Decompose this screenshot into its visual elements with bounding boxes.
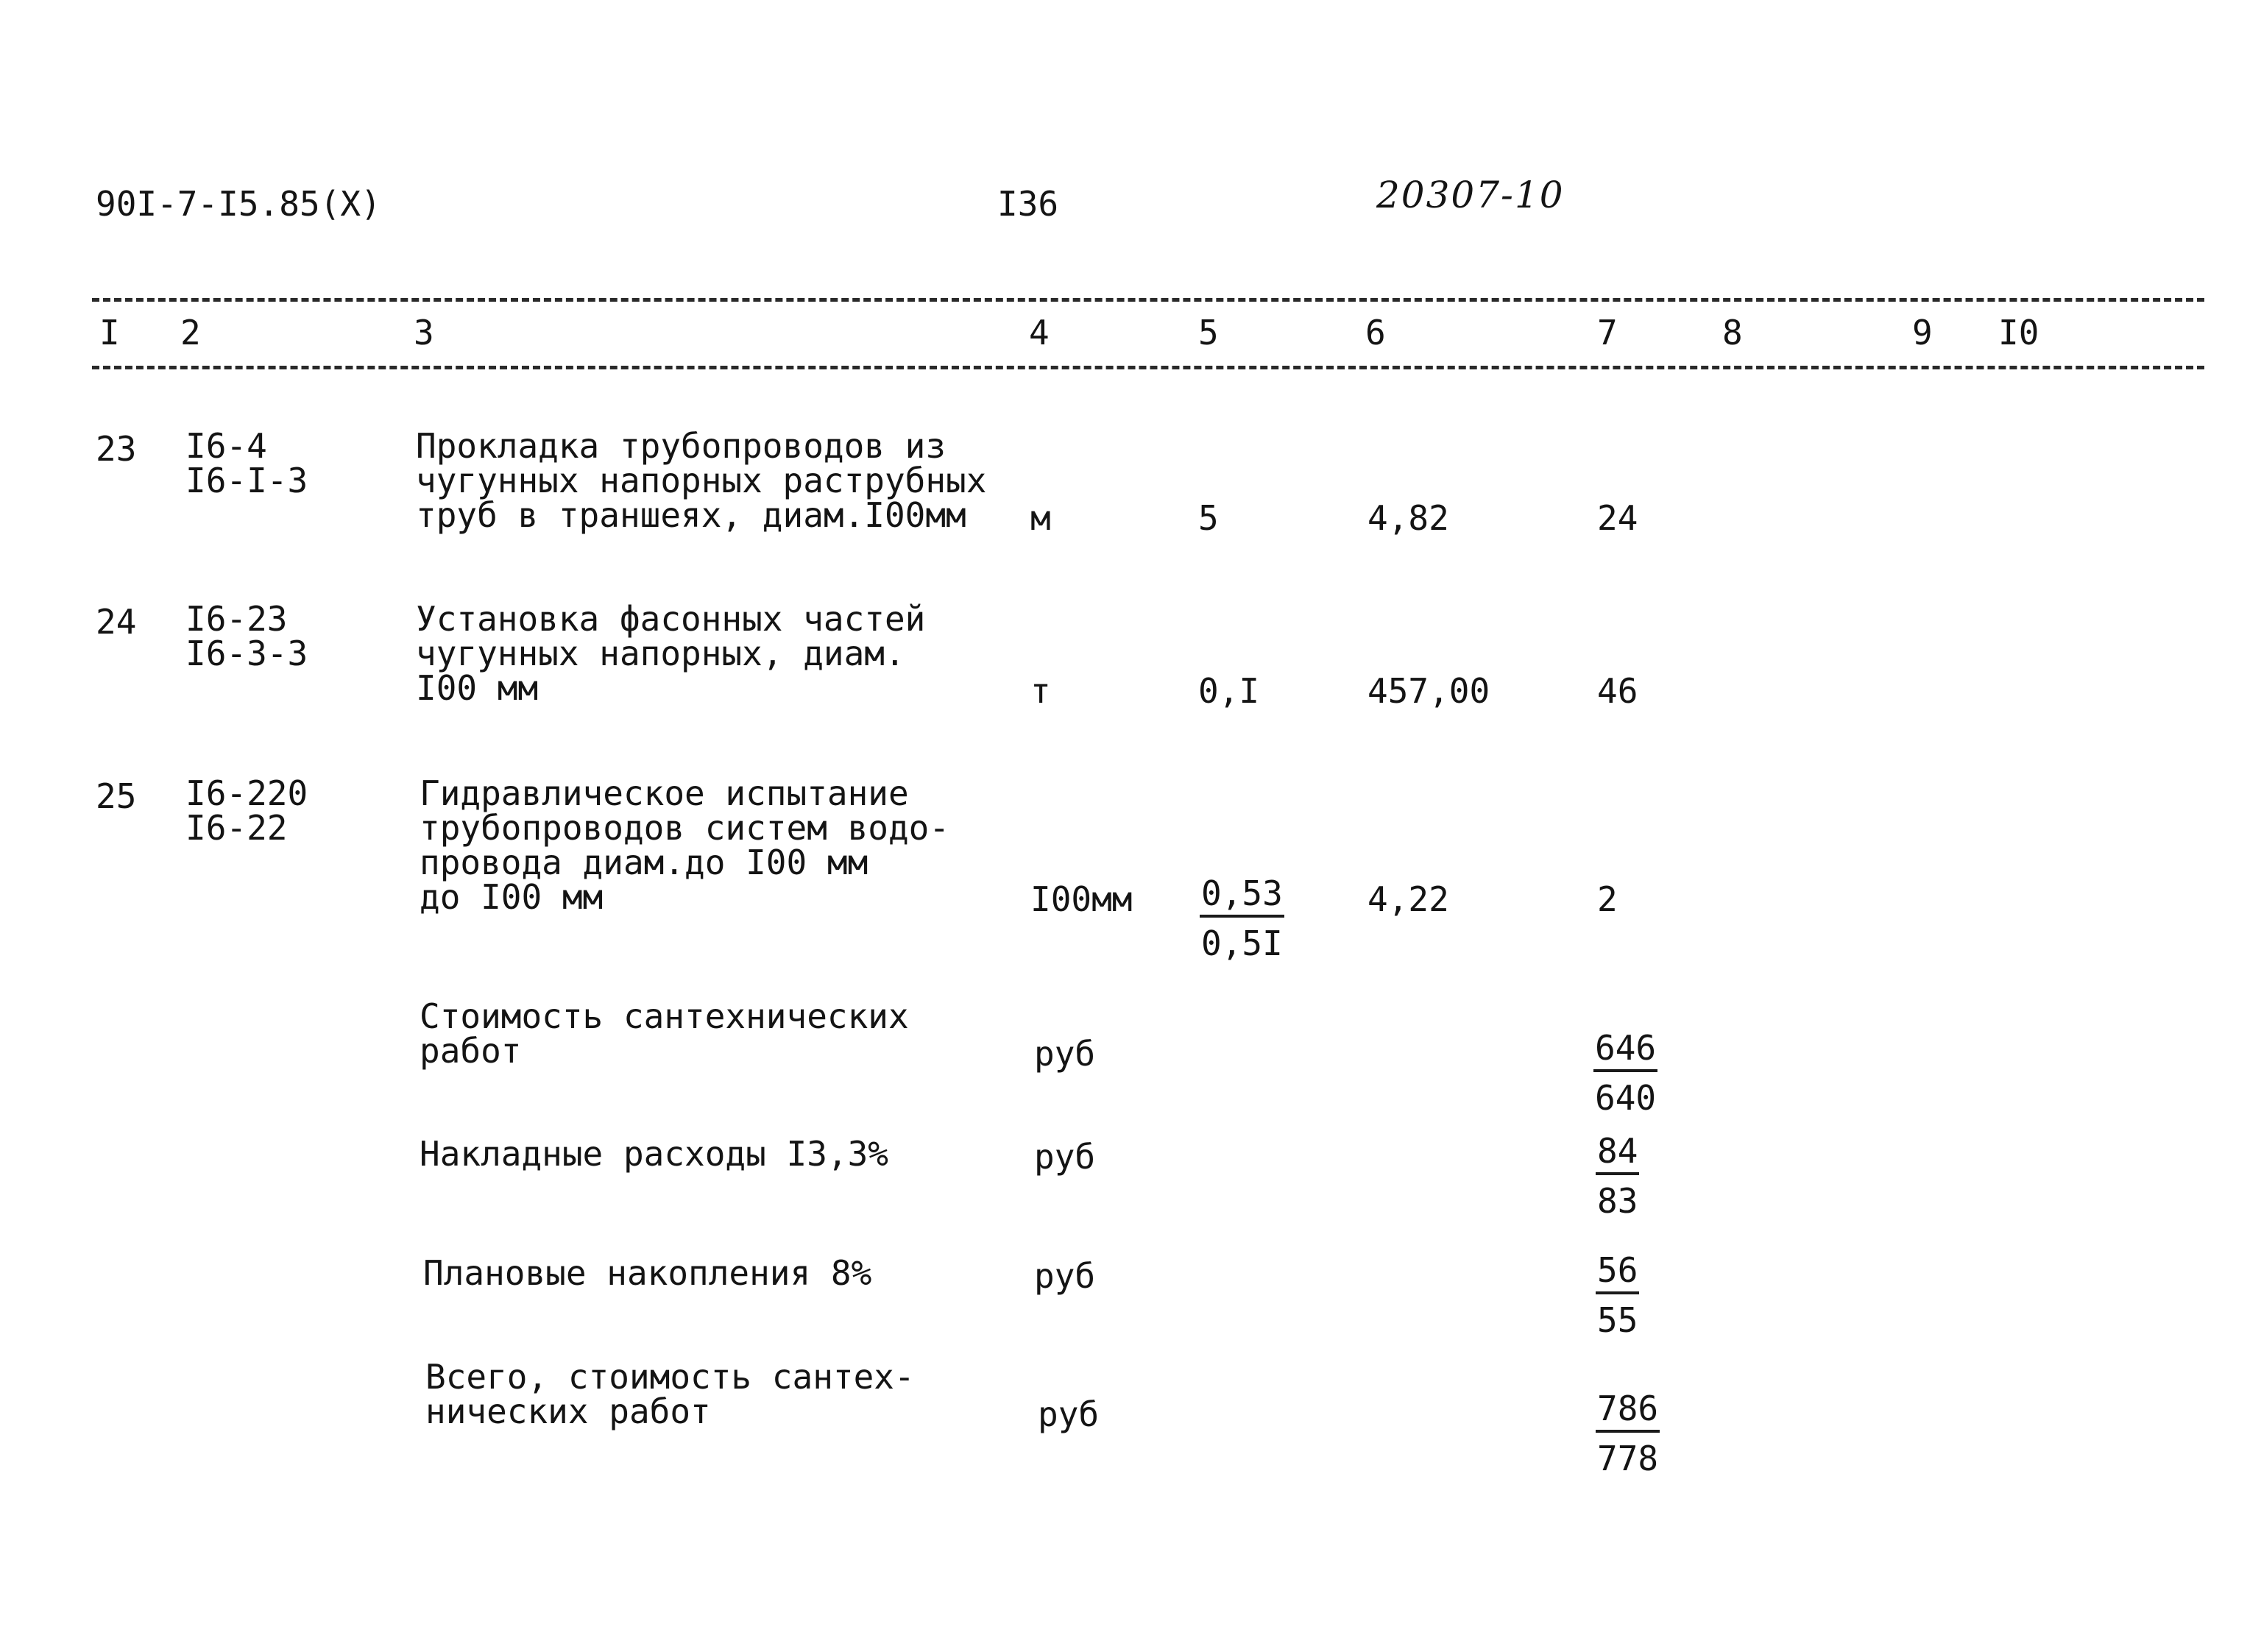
row-quantity: 0,I bbox=[1198, 671, 1260, 711]
fraction-denominator: 55 bbox=[1597, 1300, 1638, 1340]
row-unit: I00мм bbox=[1030, 879, 1133, 919]
description-line: до I00 мм bbox=[420, 877, 604, 917]
fraction-denominator: 83 bbox=[1597, 1181, 1638, 1221]
summary-amount-fraction bbox=[1593, 1027, 1657, 1124]
description-line: труб в траншеях, диам.I00мм bbox=[416, 495, 966, 535]
row-number: 25 bbox=[96, 776, 137, 816]
summary-amount-fraction bbox=[1596, 1130, 1639, 1227]
fraction-numerator: 0,53 bbox=[1200, 872, 1284, 918]
description-line: Стоимость сантехнических bbox=[420, 996, 909, 1036]
column-number-6: 6 bbox=[1365, 313, 1386, 352]
code-line: I6-22 bbox=[185, 808, 288, 848]
description-line: чугунных напорных раструбных bbox=[416, 461, 987, 500]
fraction-denominator: 778 bbox=[1597, 1439, 1659, 1478]
description-line: Накладные расходы I3,3% bbox=[420, 1134, 888, 1174]
column-number-9: 9 bbox=[1912, 313, 1933, 352]
row-unit: т bbox=[1030, 671, 1051, 711]
row-total: 2 bbox=[1597, 879, 1618, 919]
summary-description bbox=[420, 1134, 888, 1174]
column-number-3: 3 bbox=[414, 313, 434, 352]
description-line: Прокладка трубопроводов из bbox=[416, 426, 946, 466]
summary-unit: руб bbox=[1034, 1034, 1096, 1074]
column-number-4: 4 bbox=[1029, 313, 1050, 352]
row-number: 23 bbox=[96, 429, 137, 469]
description-line: чугунных напорных, диам. bbox=[416, 634, 905, 673]
page-number: I36 bbox=[997, 184, 1059, 224]
summary-description bbox=[420, 996, 909, 1071]
fraction-denominator: 640 bbox=[1595, 1078, 1657, 1118]
row-codes bbox=[185, 773, 308, 848]
column-number-10: I0 bbox=[1998, 313, 2039, 352]
fraction-denominator: 0,5I bbox=[1201, 924, 1283, 963]
summary-description bbox=[423, 1253, 872, 1293]
row-unit-price: 457,00 bbox=[1367, 671, 1490, 711]
summary-amount-fraction bbox=[1596, 1387, 1660, 1484]
row-total: 24 bbox=[1597, 498, 1638, 538]
fraction-numerator: 84 bbox=[1596, 1130, 1639, 1175]
column-header-bottom-rule bbox=[92, 366, 2204, 369]
description-line: Гидравлическое испытание bbox=[420, 773, 909, 813]
summary-amount-fraction bbox=[1596, 1249, 1639, 1346]
row-number: 24 bbox=[96, 602, 137, 642]
row-quantity: 5 bbox=[1198, 498, 1219, 538]
row-unit: м bbox=[1030, 498, 1051, 538]
column-header-top-rule bbox=[92, 298, 2204, 302]
row-description bbox=[416, 599, 926, 708]
column-number-1: I bbox=[99, 313, 120, 352]
summary-unit: руб bbox=[1038, 1394, 1100, 1434]
code-line: I6-23 bbox=[185, 599, 288, 639]
code-line: I6-4 bbox=[185, 426, 267, 466]
code-line: I6-220 bbox=[185, 773, 308, 813]
code-line: I6-I-3 bbox=[185, 461, 308, 500]
description-line: провода диам.до I00 мм bbox=[420, 843, 868, 882]
description-line: I00 мм bbox=[416, 668, 539, 708]
description-line: Всего, стоимость сантех- bbox=[425, 1357, 915, 1397]
description-line: работ bbox=[420, 1031, 522, 1071]
row-codes bbox=[185, 426, 308, 500]
summary-unit: руб bbox=[1034, 1256, 1096, 1296]
row-codes bbox=[185, 599, 308, 673]
row-unit-price: 4,22 bbox=[1367, 879, 1449, 919]
fraction-numerator: 56 bbox=[1596, 1249, 1639, 1294]
row-total: 46 bbox=[1597, 671, 1638, 711]
fraction-numerator: 786 bbox=[1596, 1387, 1660, 1433]
row-quantity-fraction bbox=[1200, 872, 1284, 969]
fraction-numerator: 646 bbox=[1593, 1027, 1657, 1072]
description-line: нических работ bbox=[425, 1392, 711, 1431]
row-description bbox=[416, 426, 987, 535]
row-description bbox=[420, 773, 950, 917]
summary-unit: руб bbox=[1034, 1137, 1096, 1177]
column-number-2: 2 bbox=[180, 313, 201, 352]
document-code: 90I-7-I5.85(X) bbox=[96, 184, 381, 224]
column-number-7: 7 bbox=[1597, 313, 1618, 352]
code-line: I6-3-3 bbox=[185, 634, 308, 673]
handwritten-note: 20307-10 bbox=[1376, 174, 1565, 216]
description-line: Плановые накопления 8% bbox=[423, 1253, 872, 1293]
summary-description bbox=[425, 1357, 915, 1431]
column-number-5: 5 bbox=[1198, 313, 1219, 352]
row-unit-price: 4,82 bbox=[1367, 498, 1449, 538]
column-number-8: 8 bbox=[1722, 313, 1743, 352]
description-line: трубопроводов систем водо- bbox=[420, 808, 950, 848]
description-line: Установка фасонных частей bbox=[416, 599, 926, 639]
